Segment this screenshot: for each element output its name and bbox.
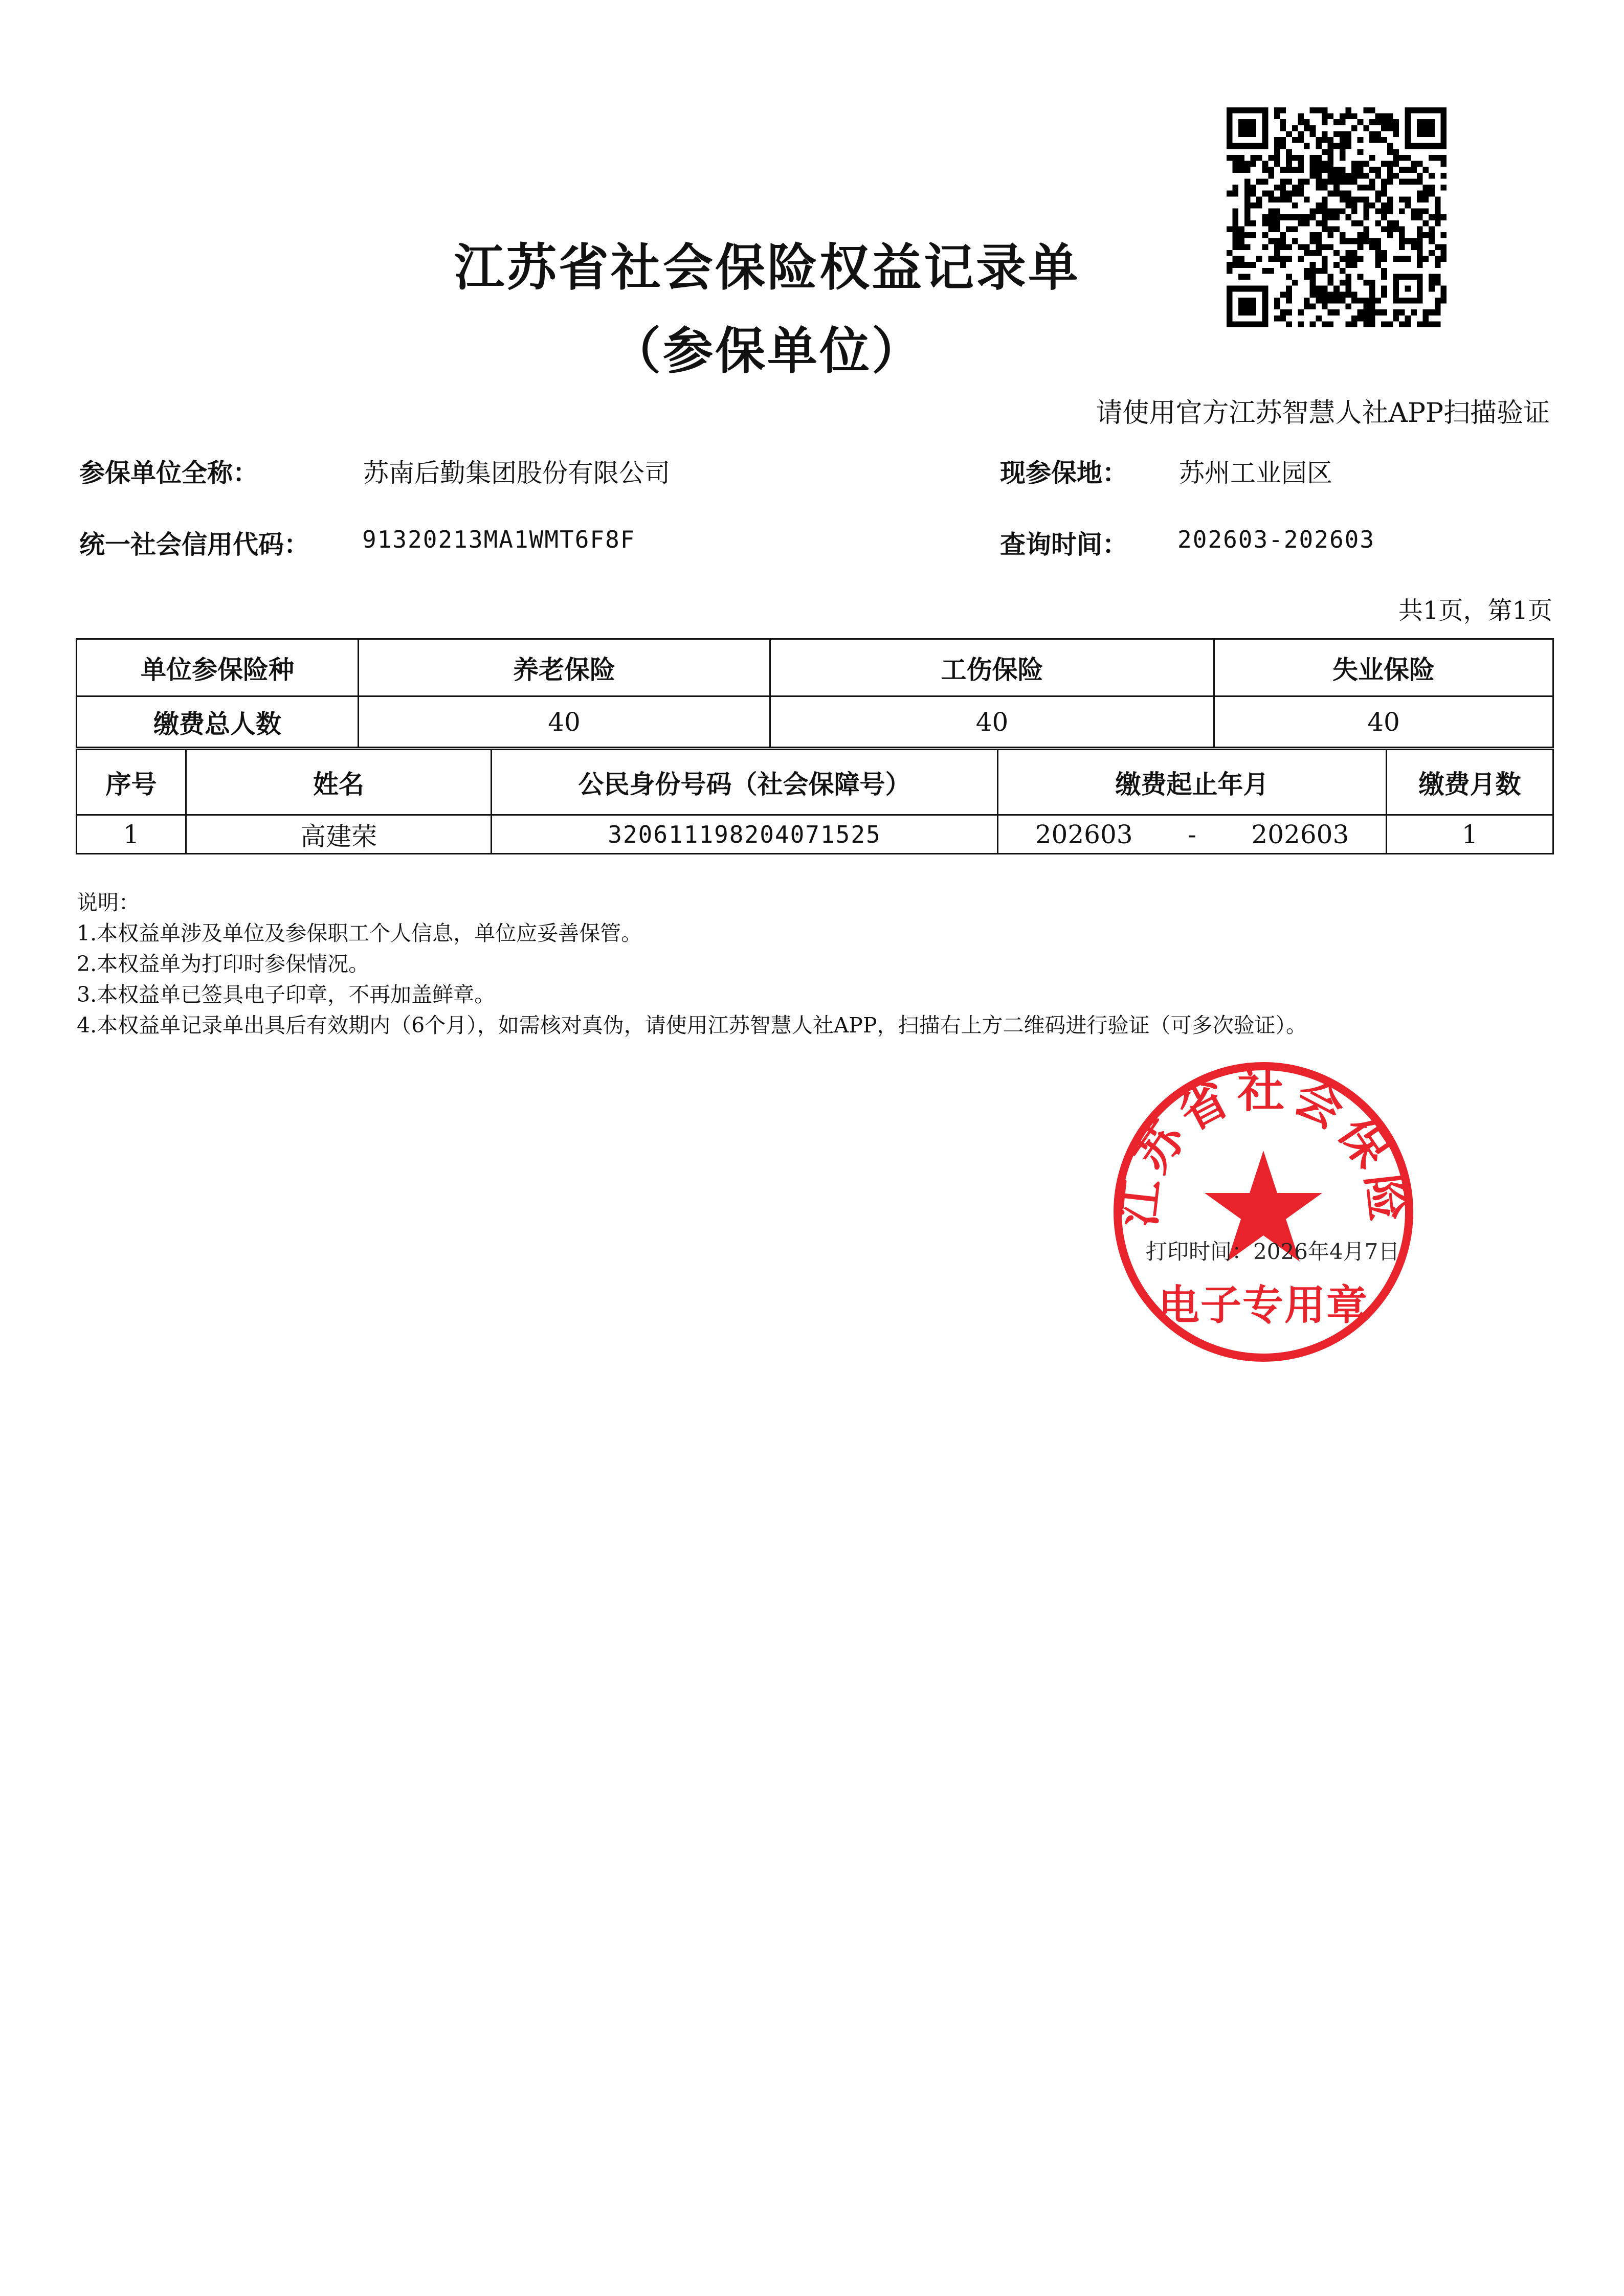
qr-code-icon bbox=[1227, 107, 1447, 327]
unit-name-label: 参保单位全称： bbox=[79, 458, 258, 488]
row-months: 1 bbox=[1387, 815, 1553, 854]
note-item: 1.本权益单涉及单位及参保职工个人信息，单位应妥善保管。 bbox=[77, 921, 642, 946]
credit-code-value: 91320213MA1WMT6F8F bbox=[362, 526, 636, 553]
qr-caption: 请使用官方江苏智慧人社APP扫描验证 bbox=[1096, 398, 1550, 429]
summary-row-label: 缴费总人数 bbox=[77, 696, 359, 748]
unit-name-value: 苏南后勤集团股份有限公司 bbox=[363, 458, 670, 488]
summary-header-injury: 工伤保险 bbox=[770, 639, 1214, 696]
row-id-number: 320611198204071525 bbox=[492, 815, 998, 854]
row-seq: 1 bbox=[77, 815, 186, 854]
summary-header-pension: 养老保险 bbox=[359, 639, 770, 696]
detail-header-months: 缴费月数 bbox=[1387, 750, 1553, 815]
summary-header-unemployment: 失业保险 bbox=[1214, 639, 1553, 696]
row-period-dash: - bbox=[1188, 819, 1196, 849]
summary-table bbox=[76, 638, 1554, 748]
row-period-end: 202603 bbox=[1251, 819, 1349, 849]
detail-table bbox=[76, 749, 1554, 854]
note-item: 3.本权益单已签具电子印章，不再加盖鲜章。 bbox=[77, 982, 496, 1007]
detail-header-name: 姓名 bbox=[186, 750, 492, 815]
row-name: 高建荣 bbox=[186, 815, 492, 854]
location-value: 苏州工业园区 bbox=[1179, 458, 1332, 488]
detail-header-seq: 序号 bbox=[77, 750, 186, 815]
document-subtitle: （参保单位） bbox=[610, 322, 924, 380]
official-seal-stamp bbox=[1100, 1048, 1427, 1376]
location-label: 现参保地： bbox=[1000, 458, 1128, 488]
summary-pension-count: 40 bbox=[359, 696, 770, 748]
credit-code-label: 统一社会信用代码： bbox=[79, 530, 309, 559]
detail-header-period: 缴费起止年月 bbox=[998, 750, 1387, 815]
notes-heading: 说明： bbox=[77, 890, 140, 915]
print-time: 打印时间：2026年4月7日 bbox=[1146, 1239, 1400, 1264]
seal-bottom-text: 电子专用章 bbox=[1159, 1281, 1368, 1329]
row-period bbox=[998, 815, 1387, 854]
summary-unemployment-count: 40 bbox=[1214, 696, 1553, 748]
notes-section bbox=[77, 887, 1307, 1041]
summary-header-insurance-type: 单位参保险种 bbox=[77, 639, 359, 696]
note-item: 2.本权益单为打印时参保情况。 bbox=[77, 952, 370, 976]
seal-arc-text: 江苏省社会保险 bbox=[1110, 1063, 1416, 1230]
detail-header-id: 公民身份号码（社会保障号） bbox=[492, 750, 998, 815]
query-time-value: 202603-202603 bbox=[1177, 526, 1375, 553]
query-time-label: 查询时间： bbox=[1000, 530, 1128, 559]
document-title: 江苏省社会保险权益记录单 bbox=[454, 238, 1080, 297]
page-info: 共1页，第1页 bbox=[1398, 596, 1552, 625]
row-period-start: 202603 bbox=[1035, 819, 1133, 849]
note-item: 4.本权益单记录单出具后有效期内（6个月），如需核对真伪，请使用江苏智慧人社APP，扫描右上方二维码进行验证（可多次验证）。 bbox=[77, 1013, 1307, 1038]
table-row bbox=[77, 815, 1553, 854]
summary-injury-count: 40 bbox=[770, 696, 1214, 748]
